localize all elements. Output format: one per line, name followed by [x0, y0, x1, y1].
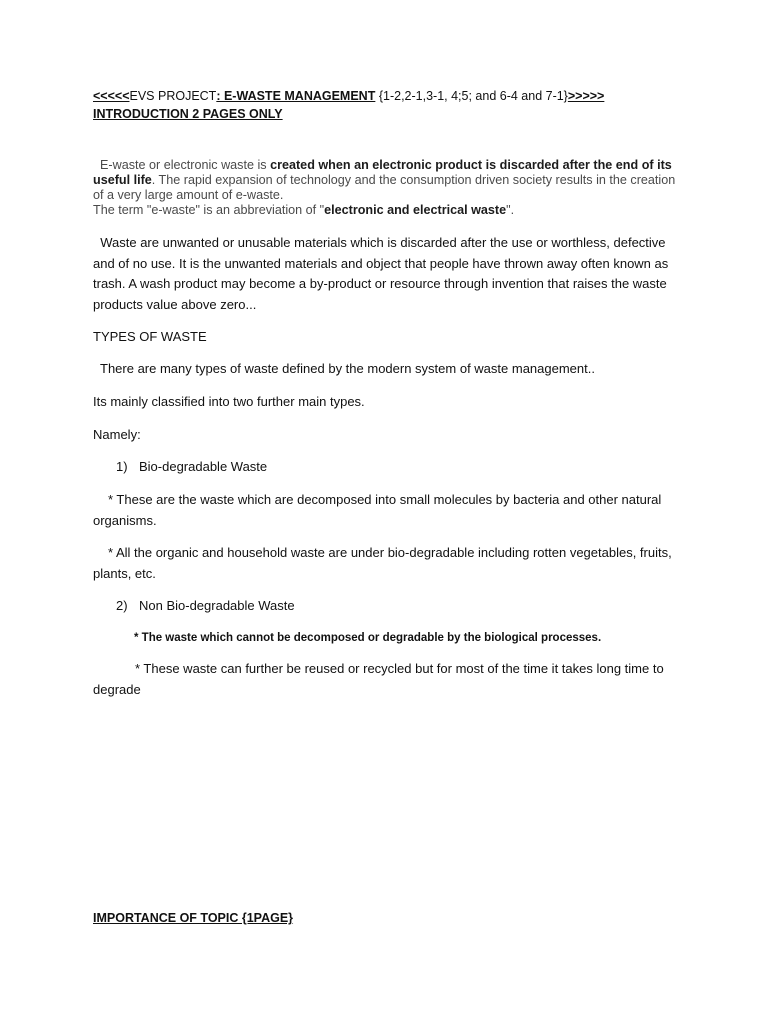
non-biodegradable-point-1: * The waste which cannot be decomposed or degradable by the biological processes. — [134, 632, 602, 644]
def-part3: . The rapid expansion of technology and the consumption driven society results in the creation of a very large amount of e-waste. — [93, 173, 676, 202]
def-part2: created when an electronic product is discarded after the end of its useful life — [93, 158, 672, 187]
biodegradable-heading — [116, 457, 416, 478]
def-part5: electronic and electrical waste — [324, 203, 507, 217]
biodegradable-point-1: * These are the waste which are decomposed into small molecules by bacteria and other natural organisms. — [93, 492, 662, 528]
importance-heading: IMPORTANCE OF TOPIC {1PAGE} — [93, 911, 294, 925]
non-biodegradable-number: 2) — [116, 598, 128, 613]
biodegradable-number: 1) — [116, 459, 128, 474]
open-arrows: <<<<< — [93, 89, 130, 103]
ewaste-definition — [93, 158, 683, 218]
non-biodegradable-point-2: * These waste can further be reused or recycled but for most of the time it takes long time to degrade — [93, 661, 664, 697]
project-prefix: EVS PROJECT — [129, 89, 217, 103]
project-title-line — [93, 88, 604, 105]
intro-heading: INTRODUCTION 2 PAGES ONLY — [93, 107, 283, 121]
close-arrows: >>>>> — [567, 89, 605, 103]
classified-line: Its mainly classified into two further main types. — [93, 394, 365, 409]
biodegradable-point-2: * All the organic and household waste are under bio-degradable including rotten vegetables, fruits, plants, etc. — [93, 545, 672, 581]
namely-line: Namely: — [93, 427, 141, 442]
def-part6: ". — [506, 203, 515, 217]
chapter-list: {1-2,2-1,3-1, 4;5; and 6-4 and 7-1} — [375, 89, 568, 103]
def-part1: E-waste or electronic waste is — [100, 158, 271, 172]
types-intro: There are many types of waste defined by the modern system of waste management.. — [100, 361, 595, 376]
types-heading: TYPES OF WASTE — [93, 329, 207, 344]
biodegradable-title: Bio-degradable Waste — [139, 459, 268, 474]
non-biodegradable-title: Non Bio-degradable Waste — [139, 598, 295, 613]
project-title: : E-WASTE MANAGEMENT — [216, 89, 376, 103]
waste-paragraph: Waste are unwanted or unusable materials which is discarded after the use or worthless, defective and of no use. It is the unwanted materials and object that people have thrown away often known as trash. A wash product may become a by-product or resource through invention that raises the waste products value above zero... — [93, 235, 672, 312]
def-part4: The term "e-waste" is an abbreviation of " — [93, 203, 325, 217]
non-biodegradable-heading — [116, 596, 416, 617]
